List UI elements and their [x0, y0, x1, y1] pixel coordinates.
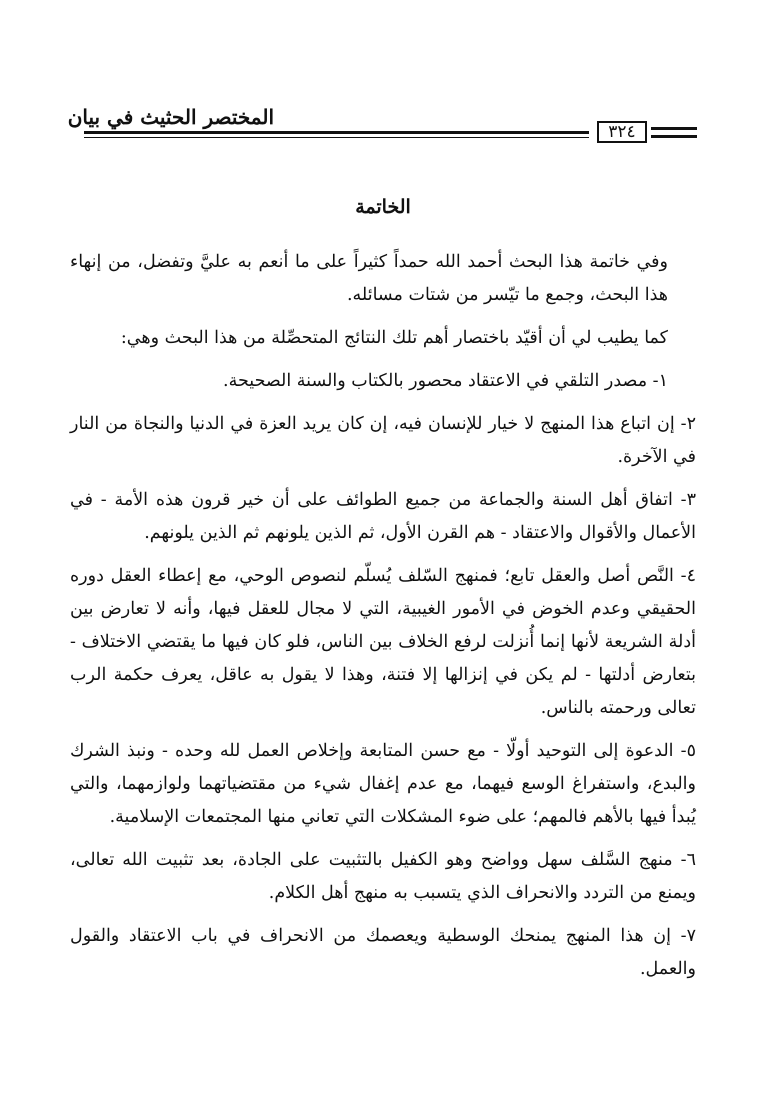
conclusion-item-2: ٢- إن اتباع هذا المنهج لا خيار للإنسان فيه، إن كان يريد العزة في الدنيا والنجاة من النار في الآخرة. — [70, 414, 696, 467]
conclusion-item-6: ٦- منهج السَّلف سهل وواضح وهو الكفيل بالتثبيت على الجادة، بعد تثبيت الله تعالى، ويمنع من التردد والانحراف الذي يتسبب به منهج أهل الكلام. — [70, 850, 696, 903]
conclusion-item-4: ٤- النَّص أصل والعقل تابع؛ فمنهج السّلف يُسلّم لنصوص الوحي، مع إعطاء العقل دوره الحقيقي وعدم الخوض في الأمور الغيبية، التي لا مجال للعقل فيها، وأنه لا تعارض بين أدلة الشريعة لأنها إنما أُنزلت لرفع الخلاف بين الناس، فلو كان فيها ما يقتضي الاختلاف - بتعارض أدلتها - لم يكن في إنزالها إلا فتنة، وهذا لا يقول به عاقل، يعرف حكمة الرب تعالى ورحمته بالناس. — [70, 566, 696, 718]
paragraph-intro: وفي خاتمة هذا البحث أحمد الله حمداً كثيراً على ما أنعم به عليَّ وتفضل، من إنهاء هذا البحث، وجمع ما تيّسر من شتات مسائله. — [70, 252, 668, 305]
paragraph-lead: كما يطيب لي أن أقيّد باختصار أهم تلك النتائج المتحصِّلة من هذا البحث وهي: — [120, 328, 668, 348]
section-heading: الخاتمة — [355, 196, 411, 218]
header-rule — [84, 137, 589, 138]
conclusion-item-1: ١- مصدر التلقي في الاعتقاد محصور بالكتاب والسنة الصحيحة. — [223, 371, 668, 391]
page-number: ٣٢٤ — [597, 121, 647, 143]
conclusion-item-3: ٣- اتفاق أهل السنة والجماعة من جميع الطوائف على أن خير قرون هذه الأمة - في الأعمال والأقوال والاعتقاد - هم القرن الأول، ثم الذين يلونهم ثم الذين يلونهم. — [70, 490, 696, 543]
conclusion-item-7: ٧- إن هذا المنهج يمنحك الوسطية ويعصمك من الانحراف في باب الاعتقاد والقول والعمل. — [70, 926, 696, 979]
header-rule — [651, 127, 697, 130]
header-rule — [84, 131, 589, 134]
running-title: المختصر الحثيث في بيان — [67, 105, 274, 129]
body-text — [70, 246, 696, 996]
conclusion-item-5: ٥- الدعوة إلى التوحيد أولّا - مع حسن المتابعة وإخلاص العمل لله وحده - ونبذ الشرك والبدع، واستفراغ الوسع فيهما، مع عدم إغفال شيء من مقتضياتهما ولوازمهما، والتي يُبدأ فيها بالأهم فالمهم؛ على ضوء المشكلات التي تعاني منها المجتمعات الإسلامية. — [70, 741, 696, 827]
header-rule — [651, 135, 697, 138]
